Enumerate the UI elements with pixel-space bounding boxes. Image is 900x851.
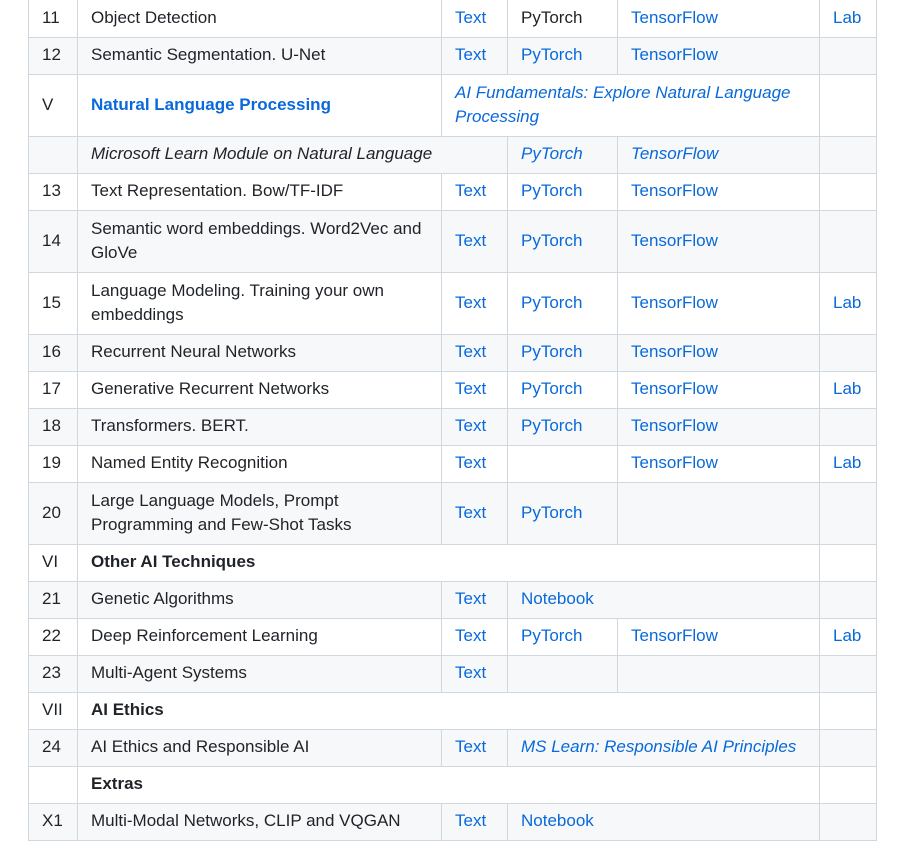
lesson-number: 20 [29, 482, 78, 544]
lesson-number: 14 [29, 210, 78, 272]
lesson-number: X1 [29, 803, 78, 840]
module-title: Microsoft Learn Module on Natural Language [78, 136, 508, 173]
pytorch-cell [508, 655, 618, 692]
lab-cell [820, 803, 877, 840]
lab-cell [820, 544, 877, 581]
pytorch-cell [508, 445, 618, 482]
lab-cell [820, 482, 877, 544]
lab-cell [820, 173, 877, 210]
curriculum-table [28, 0, 877, 841]
lesson-title: Deep Reinforcement Learning [78, 618, 442, 655]
lab-cell [820, 37, 877, 74]
lab-link[interactable]: Lab [833, 379, 862, 399]
lesson-title: Generative Recurrent Networks [78, 371, 442, 408]
lesson-title: Transformers. BERT. [78, 408, 442, 445]
lesson-title: Language Modeling. Training your own embeddings [78, 272, 442, 334]
tensorflow-link[interactable]: TensorFlow [631, 230, 718, 250]
table-row [29, 445, 877, 482]
lab-cell [820, 692, 877, 729]
section-title: AI Ethics [78, 692, 820, 729]
lesson-number: 18 [29, 408, 78, 445]
lesson-title: Multi-Modal Networks, CLIP and VQGAN [78, 803, 442, 840]
text-link[interactable]: Text [455, 416, 487, 436]
lesson-title: Object Detection [78, 0, 442, 37]
section-row [29, 692, 877, 729]
lesson-number: 23 [29, 655, 78, 692]
lesson-title: AI Ethics and Responsible AI [78, 729, 442, 766]
pytorch-link[interactable]: PyTorch [521, 342, 583, 362]
lesson-title: Multi-Agent Systems [78, 655, 442, 692]
table-row [29, 408, 877, 445]
tensorflow-link[interactable]: TensorFlow [631, 181, 718, 201]
tensorflow-link[interactable]: TensorFlow [631, 342, 718, 362]
table-row [29, 655, 877, 692]
pytorch-link[interactable]: PyTorch [521, 292, 583, 312]
lesson-number [29, 136, 78, 173]
section-number: V [29, 74, 78, 136]
lab-cell [820, 74, 877, 136]
table-row [29, 210, 877, 272]
section-title: Other AI Techniques [78, 544, 820, 581]
text-link[interactable]: Text [455, 589, 487, 609]
pytorch-link[interactable]: PyTorch [521, 626, 583, 646]
ms-learn-link[interactable]: MS Learn: Responsible AI Principles [521, 737, 797, 757]
lab-link[interactable]: Lab [833, 8, 862, 27]
lesson-number: 11 [29, 0, 78, 37]
pytorch-link[interactable]: PyTorch [521, 181, 583, 201]
lab-cell [820, 334, 877, 371]
table-row [29, 581, 877, 618]
curriculum-table-wrapper [28, 0, 876, 841]
lesson-title: Genetic Algorithms [78, 581, 442, 618]
notebook-link[interactable]: Notebook [521, 811, 594, 831]
lesson-number: 16 [29, 334, 78, 371]
pytorch-link[interactable]: PyTorch [521, 416, 583, 436]
section-title-link[interactable]: Natural Language Processing [91, 94, 331, 114]
text-link[interactable]: Text [455, 737, 487, 757]
text-link[interactable]: Text [455, 230, 487, 250]
text-link[interactable]: Text [455, 8, 487, 27]
lab-cell [820, 136, 877, 173]
lab-cell [820, 581, 877, 618]
lesson-title: Semantic Segmentation. U-Net [78, 37, 442, 74]
text-link[interactable]: Text [455, 811, 487, 831]
pytorch-link[interactable]: PyTorch [521, 144, 583, 164]
text-link[interactable]: Text [455, 453, 487, 473]
text-link[interactable]: Text [455, 379, 487, 399]
tensorflow-cell [618, 655, 820, 692]
lesson-title: Semantic word embeddings. Word2Vec and GloVe [78, 210, 442, 272]
text-link[interactable]: Text [455, 626, 487, 646]
notebook-link[interactable]: Notebook [521, 589, 594, 609]
pytorch-label: PyTorch [508, 0, 618, 37]
lab-cell [820, 408, 877, 445]
text-link[interactable]: Text [455, 181, 487, 201]
lesson-title: Named Entity Recognition [78, 445, 442, 482]
table-row [29, 482, 877, 544]
lesson-number: 13 [29, 173, 78, 210]
lesson-title: Recurrent Neural Networks [78, 334, 442, 371]
lab-cell [820, 729, 877, 766]
text-link[interactable]: Text [455, 663, 487, 683]
tensorflow-link[interactable]: TensorFlow [631, 453, 718, 473]
pytorch-link[interactable]: PyTorch [521, 230, 583, 250]
ms-learn-link[interactable]: AI Fundamentals: Explore Natural Language Processing [455, 82, 791, 126]
section-row [29, 766, 877, 803]
tensorflow-link[interactable]: TensorFlow [631, 8, 718, 27]
lab-link[interactable]: Lab [833, 453, 862, 473]
table-row [29, 618, 877, 655]
lesson-title: Text Representation. Bow/TF-IDF [78, 173, 442, 210]
tensorflow-link[interactable]: TensorFlow [631, 144, 719, 164]
table-row [29, 173, 877, 210]
table-row [29, 37, 877, 74]
lesson-number: 19 [29, 445, 78, 482]
lab-link[interactable]: Lab [833, 626, 862, 646]
table-row [29, 803, 877, 840]
table-row [29, 371, 877, 408]
section-row [29, 74, 877, 136]
lesson-number: 24 [29, 729, 78, 766]
tensorflow-cell [618, 482, 820, 544]
section-title: Extras [78, 766, 820, 803]
section-number [29, 766, 78, 803]
lab-link[interactable]: Lab [833, 292, 862, 312]
text-link[interactable]: Text [455, 292, 487, 312]
table-row [29, 334, 877, 371]
lesson-number: 21 [29, 581, 78, 618]
tensorflow-link[interactable]: TensorFlow [631, 292, 718, 312]
text-link[interactable]: Text [455, 45, 487, 65]
lesson-title: Large Language Models, Prompt Programming and Few-Shot Tasks [78, 482, 442, 544]
tensorflow-link[interactable]: TensorFlow [631, 416, 718, 436]
text-link[interactable]: Text [455, 502, 487, 522]
table-row [29, 0, 877, 37]
lab-cell [820, 766, 877, 803]
section-number: VI [29, 544, 78, 581]
table-row [29, 729, 877, 766]
pytorch-link[interactable]: PyTorch [521, 379, 583, 399]
table-row [29, 136, 877, 173]
tensorflow-link[interactable]: TensorFlow [631, 45, 718, 65]
text-link[interactable]: Text [455, 342, 487, 362]
tensorflow-link[interactable]: TensorFlow [631, 379, 718, 399]
lesson-number: 17 [29, 371, 78, 408]
pytorch-link[interactable]: PyTorch [521, 45, 583, 65]
lab-cell [820, 655, 877, 692]
pytorch-link[interactable]: PyTorch [521, 502, 583, 522]
table-row [29, 272, 877, 334]
lab-cell [820, 210, 877, 272]
lesson-number: 15 [29, 272, 78, 334]
lesson-number: 12 [29, 37, 78, 74]
section-row [29, 544, 877, 581]
lesson-number: 22 [29, 618, 78, 655]
section-number: VII [29, 692, 78, 729]
tensorflow-link[interactable]: TensorFlow [631, 626, 718, 646]
